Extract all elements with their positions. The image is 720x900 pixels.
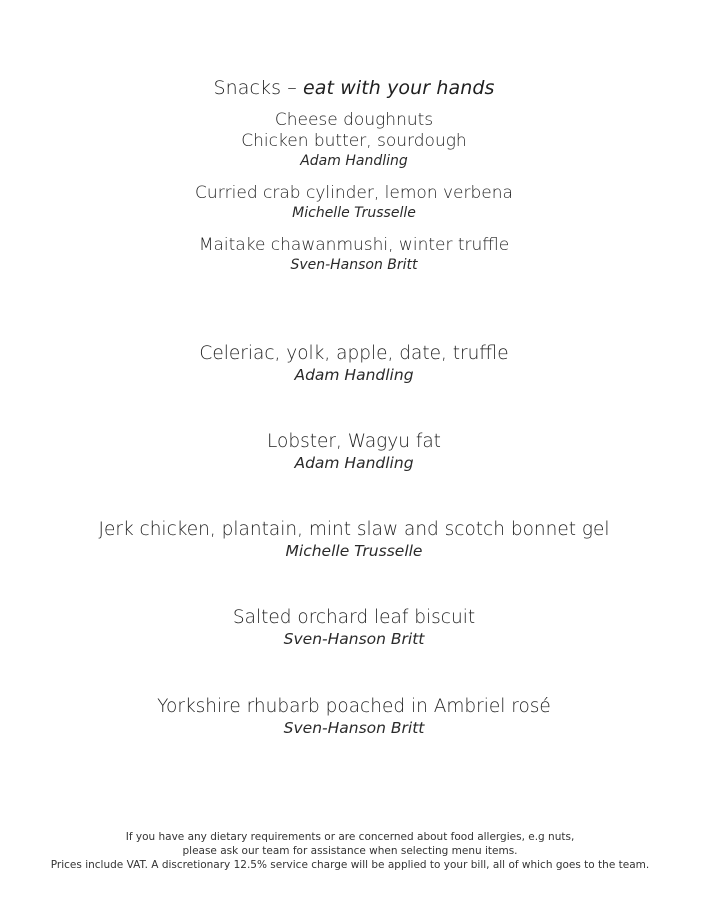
dish-name: Lobster, Wagyu fat: [267, 431, 441, 452]
footer-line-1: If you have any dietary requirements or are concerned about food allergies, e.g nuts,: [125, 831, 575, 843]
snack-item-4: [0, 234, 708, 275]
snack-item-3: [0, 182, 708, 223]
snacks-heading: [0, 76, 708, 100]
course-2: [0, 430, 708, 474]
chef-name: Michelle Trusselle: [285, 542, 423, 560]
dish-name: Chicken butter, sourdough: [241, 131, 467, 151]
dish-name: Yorkshire rhubarb poached in Ambriel rosé: [157, 696, 551, 717]
snacks-title: Snacks –: [213, 77, 297, 99]
snack-item-2: [0, 130, 708, 171]
dish-name: Maitake chawanmushi, winter truffle: [198, 235, 510, 255]
course-1: [0, 342, 708, 386]
course-3: [0, 518, 708, 562]
chef-name: Adam Handling: [294, 366, 414, 384]
dish-name: Cheese doughnuts: [274, 110, 434, 130]
chef-name: Adam Handling: [294, 454, 414, 472]
chef-name: Sven-Hanson Britt: [283, 630, 425, 648]
footer-notice: [0, 830, 700, 872]
course-4: [0, 606, 708, 650]
footer-line-3: Prices include VAT. A discretionary 12.5% service charge will be applied to your bill, all of which goes to the team.: [50, 859, 650, 871]
dish-name: Celeriac, yolk, apple, date, truffle: [199, 343, 509, 364]
chef-name: Michelle Trusselle: [292, 205, 416, 221]
chef-name: Adam Handling: [300, 153, 408, 169]
footer-line-2: please ask our team for assistance when selecting menu items.: [182, 845, 518, 857]
snacks-subtitle: eat with your hands: [303, 77, 495, 99]
snack-item-1: [0, 109, 708, 131]
chef-name: Sven-Hanson Britt: [283, 719, 425, 737]
dish-name: Salted orchard leaf biscuit: [232, 607, 476, 628]
dish-name: Jerk chicken, plantain, mint slaw and scotch bonnet gel: [98, 519, 610, 540]
course-5: [0, 695, 708, 739]
dish-name: Curried crab cylinder, lemon verbena: [195, 183, 513, 203]
chef-name: Sven-Hanson Britt: [290, 257, 418, 273]
